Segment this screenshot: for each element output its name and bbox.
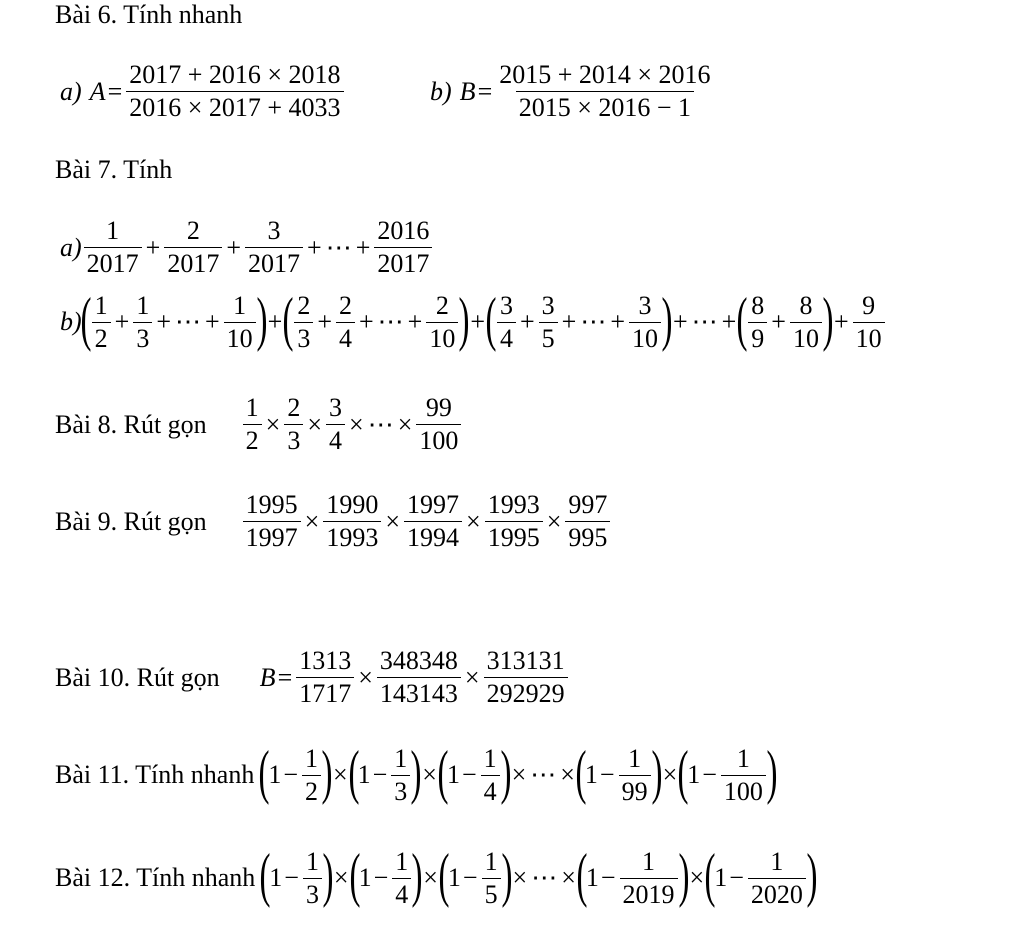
- one: 1: [268, 760, 282, 789]
- plus-sign: +: [407, 307, 423, 336]
- denominator: 1994: [404, 521, 462, 551]
- one: 1: [447, 863, 461, 892]
- denominator: 2: [302, 775, 321, 805]
- denominator: 4: [481, 775, 500, 805]
- b9: [55, 492, 612, 551]
- numerator: 2: [435, 290, 449, 320]
- times-sign: ×: [385, 506, 401, 536]
- right-paren: ): [501, 842, 513, 908]
- numerator: 9: [862, 290, 876, 320]
- minus-sign: −: [373, 863, 389, 892]
- b6-b-var: B: [459, 76, 476, 106]
- plus-sign: +: [721, 307, 737, 336]
- b7-a: [60, 218, 434, 277]
- numerator: 997: [568, 490, 608, 519]
- b9-title: Bài 9. Rút gọn: [55, 506, 207, 536]
- numerator: 2: [287, 393, 301, 422]
- right-paren: ): [411, 842, 423, 908]
- times-sign: ×: [265, 409, 281, 439]
- minus-sign: −: [372, 760, 388, 789]
- right-paren: ): [661, 286, 673, 352]
- denominator: 4: [326, 424, 345, 454]
- one: 1: [584, 760, 598, 789]
- b7-a-label: a): [60, 232, 82, 262]
- times-sign: ×: [689, 863, 705, 892]
- b6-a: [60, 62, 346, 121]
- b6-a-label: a): [60, 76, 82, 106]
- fraction: [133, 290, 152, 353]
- numerator: 1: [94, 290, 108, 320]
- right-paren: ): [678, 842, 690, 908]
- plus-sign: +: [205, 307, 220, 336]
- b6-b-frac: [496, 62, 713, 121]
- right-paren: ): [410, 739, 422, 805]
- numerator: 1: [305, 846, 319, 876]
- numerator: 1: [770, 846, 784, 876]
- right-paren: ): [322, 842, 334, 908]
- denominator: 10: [426, 322, 458, 352]
- plus-sign: +: [519, 307, 535, 336]
- denominator: 99: [619, 775, 651, 805]
- plus-sign: +: [317, 307, 332, 336]
- numerator: 1997: [407, 490, 460, 519]
- numerator: 1: [394, 743, 408, 773]
- minus-sign: −: [461, 760, 477, 789]
- denominator: 1993: [323, 521, 381, 551]
- left-paren: (: [677, 739, 689, 805]
- one: 1: [357, 760, 371, 789]
- numerator: 1: [245, 393, 259, 422]
- times-sign: ×: [333, 863, 349, 892]
- numerator: 8: [751, 290, 765, 320]
- left-paren: (: [704, 842, 716, 908]
- numerator: 1: [484, 846, 498, 876]
- numerator: 3: [329, 393, 343, 422]
- fraction: [748, 290, 767, 353]
- fraction: [620, 846, 678, 909]
- left-paren: (: [736, 286, 748, 352]
- one: 1: [269, 863, 283, 892]
- b6-a-var: A: [89, 76, 106, 106]
- numerator: 2: [186, 216, 200, 245]
- minus-sign: −: [462, 863, 478, 892]
- right-paren: ): [766, 739, 778, 805]
- denominator: 1717: [296, 677, 354, 707]
- b12-title: Bài 12. Tính nhanh: [55, 863, 256, 892]
- numerator: 2: [338, 290, 352, 320]
- fraction: [619, 743, 651, 806]
- fraction: [294, 290, 313, 353]
- numerator: 1: [628, 743, 642, 773]
- fraction: [790, 290, 822, 353]
- denominator: 995: [565, 521, 610, 551]
- denominator: 5: [482, 878, 501, 908]
- b6-a-den: 2016 × 2017 + 4033: [126, 91, 343, 121]
- numerator: 348348: [379, 646, 458, 675]
- plus-sign: +: [833, 307, 849, 336]
- denominator: 2017: [374, 247, 432, 277]
- fraction: [84, 218, 142, 277]
- fraction: [336, 290, 355, 353]
- denominator: 10: [224, 322, 256, 352]
- numerator: 1: [233, 290, 247, 320]
- plus-sign: +: [355, 232, 371, 262]
- denominator: 3: [284, 424, 303, 454]
- numerator: 313131: [486, 646, 565, 675]
- fraction: [377, 648, 461, 707]
- ellipsis: ⋯: [691, 307, 718, 336]
- plus-sign: +: [307, 232, 322, 262]
- fraction: [392, 846, 411, 909]
- b6-b-den: 2015 × 2016 − 1: [516, 91, 694, 121]
- fraction: [303, 846, 322, 909]
- right-paren: ): [458, 286, 470, 352]
- denominator: 10: [853, 322, 885, 352]
- denominator: 143143: [377, 677, 461, 707]
- fraction: [482, 846, 501, 909]
- times-sign: ×: [466, 506, 481, 536]
- fraction: [481, 743, 500, 806]
- numerator: 1990: [326, 490, 379, 519]
- right-paren: ): [256, 286, 268, 352]
- right-paren: ): [651, 739, 663, 805]
- times-sign: ×: [512, 863, 528, 892]
- numerator: 1: [136, 290, 150, 320]
- plus-sign: +: [771, 307, 786, 336]
- fraction: [243, 395, 262, 454]
- times-sign: ×: [561, 863, 576, 892]
- right-paren: ): [806, 842, 818, 908]
- left-paren: (: [576, 842, 588, 908]
- fraction: [404, 492, 462, 551]
- fraction: [92, 290, 111, 353]
- numerator: 1: [642, 846, 656, 876]
- left-paren: (: [348, 739, 360, 805]
- eq-sign: =: [277, 662, 293, 692]
- times-sign: ×: [464, 662, 480, 692]
- b10-var: B: [259, 662, 276, 692]
- denominator: 10: [790, 322, 822, 352]
- numerator: 3: [499, 290, 513, 320]
- plus-sign: +: [114, 307, 130, 336]
- plus-sign: +: [267, 307, 283, 336]
- b10-title: Bài 10. Rút gọn: [55, 662, 220, 692]
- fraction: [721, 743, 766, 806]
- ellipsis: ⋯: [580, 307, 607, 336]
- times-sign: ×: [662, 760, 678, 789]
- times-sign: ×: [422, 760, 437, 789]
- minus-sign: −: [599, 760, 615, 789]
- eq-sign: =: [107, 76, 123, 106]
- denominator: 3: [294, 322, 313, 352]
- b6-a-frac: [126, 62, 343, 121]
- numerator: 2: [297, 290, 311, 320]
- left-paren: (: [259, 842, 271, 908]
- one: 1: [358, 863, 372, 892]
- plus-sign: +: [156, 307, 171, 336]
- numerator: 1: [395, 846, 409, 876]
- left-paren: (: [437, 739, 449, 805]
- plus-sign: +: [610, 307, 625, 336]
- denominator: 10: [629, 322, 661, 352]
- left-paren: (: [485, 286, 497, 352]
- fraction: [326, 395, 345, 454]
- denominator: 2020: [748, 878, 806, 908]
- fraction: [484, 648, 568, 707]
- times-sign: ×: [423, 863, 438, 892]
- denominator: 4: [336, 322, 355, 352]
- minus-sign: −: [729, 863, 744, 892]
- left-paren: (: [575, 739, 587, 805]
- ellipsis: ⋯: [530, 760, 557, 789]
- denominator: 2019: [620, 878, 678, 908]
- numerator: 2016: [377, 216, 430, 245]
- one: 1: [446, 760, 460, 789]
- numerator: 3: [541, 290, 555, 320]
- plus-sign: +: [561, 307, 577, 336]
- denominator: 100: [416, 424, 461, 454]
- numerator: 3: [267, 216, 281, 245]
- times-sign: ×: [560, 760, 575, 789]
- fraction: [224, 290, 256, 353]
- denominator: 5: [539, 322, 558, 352]
- b11-title: Bài 11. Tính nhanh: [55, 760, 255, 789]
- denominator: 3: [303, 878, 322, 908]
- minus-sign: −: [702, 760, 717, 789]
- denominator: 292929: [484, 677, 568, 707]
- fraction: [853, 290, 885, 353]
- numerator: 1995: [245, 490, 298, 519]
- b6-a-num: 2017 + 2016 × 2018: [129, 60, 341, 89]
- minus-sign: −: [284, 863, 299, 892]
- denominator: 100: [721, 775, 766, 805]
- ellipsis: ⋯: [367, 409, 394, 439]
- fraction: [539, 290, 558, 353]
- numerator: 1: [304, 743, 318, 773]
- left-paren: (: [258, 739, 270, 805]
- denominator: 4: [497, 322, 516, 352]
- fraction: [284, 395, 303, 454]
- b7-b-label: b): [60, 307, 82, 336]
- ellipsis: ⋯: [325, 232, 352, 262]
- times-sign: ×: [358, 662, 373, 692]
- times-sign: ×: [304, 506, 320, 536]
- minus-sign: −: [600, 863, 616, 892]
- fraction: [323, 492, 381, 551]
- fraction: [296, 648, 354, 707]
- ellipsis: ⋯: [175, 307, 201, 336]
- fraction: [497, 290, 516, 353]
- left-paren: (: [282, 286, 294, 352]
- ellipsis: ⋯: [531, 863, 558, 892]
- denominator: 3: [133, 322, 152, 352]
- one: 1: [687, 760, 701, 789]
- right-paren: ): [822, 286, 834, 352]
- fraction: [391, 743, 410, 806]
- b12: [55, 842, 818, 909]
- times-sign: ×: [546, 506, 562, 536]
- denominator: 2017: [84, 247, 142, 277]
- times-sign: ×: [397, 409, 413, 439]
- denominator: 1997: [243, 521, 301, 551]
- denominator: 3: [391, 775, 410, 805]
- fraction: [629, 290, 661, 353]
- b6-b: [430, 62, 716, 121]
- denominator: 2017: [245, 247, 303, 277]
- b10: [55, 648, 570, 707]
- numerator: 1: [106, 216, 120, 245]
- b6-title: Bài 6. Tính nhanh: [55, 0, 243, 29]
- numerator: 1313: [299, 646, 352, 675]
- b7-b: [60, 286, 887, 353]
- one: 1: [714, 863, 728, 892]
- fraction: [245, 218, 303, 277]
- fraction: [748, 846, 806, 909]
- denominator: 9: [748, 322, 767, 352]
- ellipsis: ⋯: [377, 307, 404, 336]
- plus-sign: +: [672, 307, 688, 336]
- numerator: 1: [483, 743, 497, 773]
- denominator: 2017: [164, 247, 222, 277]
- left-paren: (: [80, 286, 92, 352]
- numerator: 1: [736, 743, 750, 773]
- denominator: 4: [392, 878, 411, 908]
- b8-title: Bài 8. Rút gọn: [55, 409, 207, 439]
- plus-sign: +: [145, 232, 161, 262]
- fraction: [565, 492, 610, 551]
- times-sign: ×: [332, 760, 348, 789]
- left-paren: (: [349, 842, 361, 908]
- numerator: 1993: [487, 490, 540, 519]
- fraction: [302, 743, 321, 806]
- right-paren: ): [500, 739, 512, 805]
- times-sign: ×: [349, 409, 364, 439]
- times-sign: ×: [307, 409, 323, 439]
- fraction: [426, 290, 458, 353]
- minus-sign: −: [283, 760, 298, 789]
- fraction: [374, 218, 432, 277]
- fraction: [243, 492, 301, 551]
- b6-b-label: b): [430, 76, 452, 106]
- numerator: 99: [425, 393, 452, 422]
- b7-title: Bài 7. Tính: [55, 155, 173, 184]
- numerator: 3: [638, 290, 652, 320]
- b8: [55, 395, 463, 454]
- b11: [55, 739, 778, 806]
- fraction: [416, 395, 461, 454]
- b6-b-num: 2015 + 2014 × 2016: [499, 60, 711, 89]
- eq-sign: =: [477, 76, 493, 106]
- plus-sign: +: [226, 232, 242, 262]
- left-paren: (: [438, 842, 450, 908]
- fraction: [164, 218, 222, 277]
- times-sign: ×: [511, 760, 527, 789]
- denominator: 1995: [485, 521, 543, 551]
- plus-sign: +: [470, 307, 485, 336]
- denominator: 2: [92, 322, 111, 352]
- right-paren: ): [321, 739, 333, 805]
- fraction: [485, 492, 543, 551]
- denominator: 2: [243, 424, 262, 454]
- one: 1: [585, 863, 599, 892]
- plus-sign: +: [358, 307, 374, 336]
- numerator: 8: [799, 290, 813, 320]
